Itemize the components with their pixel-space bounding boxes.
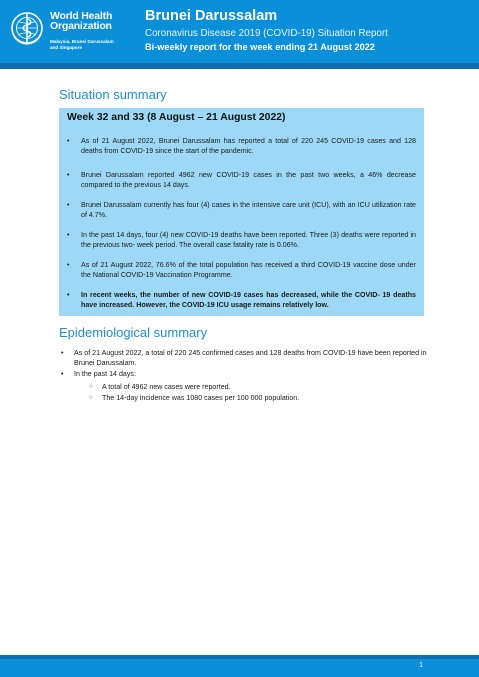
situation-bullet bbox=[67, 260, 416, 281]
org-sub-line-1: Malaysia, Brunei Darussalam bbox=[50, 39, 114, 44]
bullet-dot-icon: • bbox=[67, 291, 70, 299]
situation-bullet-text: Brunei Darussalam reported 4962 new COVID-19 cases in the past two weeks, a 46% decrease compared to the previous 14 days. bbox=[81, 171, 416, 190]
bullet-dot-icon: • bbox=[67, 231, 70, 239]
epi-sub-bullet bbox=[89, 393, 402, 403]
org-name bbox=[50, 11, 112, 31]
page-number: 1 bbox=[419, 662, 423, 669]
situation-bullet-text: As of 21 August 2022, Brunei Darussalam has reported a total of 220 245 COVID-19 cases and 128 deaths from COVID-19 since the start of the pandemic. bbox=[81, 137, 416, 156]
bullet-dot-icon: • bbox=[67, 137, 70, 145]
org-line-1: World Health bbox=[50, 10, 113, 22]
epi-bullet bbox=[61, 369, 428, 379]
epi-bullet bbox=[61, 348, 428, 369]
bullet-dot-icon: • bbox=[67, 201, 70, 209]
situation-box-title: Week 32 and 33 (8 August – 21 August 2022) bbox=[67, 112, 286, 123]
report-title: Brunei Darussalam bbox=[145, 8, 278, 24]
epi-heading: Epidemiological summary bbox=[59, 325, 208, 340]
situation-heading: Situation summary bbox=[59, 87, 167, 102]
org-line-2: Organization bbox=[50, 20, 112, 32]
situation-bullet bbox=[67, 136, 416, 157]
footer-divider bbox=[0, 655, 479, 659]
report-subtitle: Coronavirus Disease 2019 (COVID-19) Situation Report bbox=[145, 28, 388, 39]
situation-summary-box bbox=[59, 108, 424, 316]
bullet-dot-icon: • bbox=[67, 171, 70, 179]
org-sub-line-2: and Singapore bbox=[50, 44, 82, 50]
situation-bullet-text: In the past 14 days, four (4) new COVID-19 deaths have been reported. Three (3) deaths were reported in the previous two- week period. The overall case fatality rate is 0.06%. bbox=[81, 231, 416, 250]
epi-bullet-text: As of 21 August 2022, a total of 220 245 confirmed cases and 128 deaths from COVID-19 have been reported in Brunei Darussalam. bbox=[74, 349, 427, 368]
situation-bullet bbox=[67, 170, 416, 191]
epi-sub-bullet-text: The 14-day incidence was 1080 cases per 100 000 population. bbox=[102, 394, 300, 402]
epi-sub-bullet bbox=[89, 382, 402, 392]
situation-bullet-text: In recent weeks, the number of new COVID-19 cases has decreased, while the COVID- 19 deaths have increased. However, the COVID-19 ICU usage remains relatively low. bbox=[81, 291, 416, 310]
situation-bullet bbox=[67, 230, 416, 251]
bullet-dot-icon: • bbox=[61, 349, 64, 357]
header-divider bbox=[0, 63, 479, 69]
org-regional-office bbox=[50, 39, 114, 50]
circle-bullet-icon: ○ bbox=[89, 383, 93, 390]
situation-bullet-highlight bbox=[67, 290, 416, 311]
circle-bullet-icon: ○ bbox=[89, 394, 93, 401]
situation-bullet-text: Brunei Darussalam currently has four (4) cases in the intensive care unit (ICU), with an ICU utilization rate of 4.7%. bbox=[81, 201, 416, 220]
epi-sub-bullet-text: A total of 4962 new cases were reported. bbox=[102, 383, 231, 391]
who-emblem-icon bbox=[9, 10, 45, 46]
epi-bullet-text: In the past 14 days: bbox=[74, 370, 136, 378]
situation-bullet bbox=[67, 200, 416, 221]
report-header bbox=[0, 0, 479, 63]
situation-bullet-text: As of 21 August 2022, 76.6% of the total population has received a third COVID-19 vaccine dose under the National COVID-19 Vaccination Programme. bbox=[81, 261, 416, 280]
report-week-line: Bi-weekly report for the week ending 21 August 2022 bbox=[145, 42, 375, 52]
bullet-dot-icon: • bbox=[67, 261, 70, 269]
bullet-dot-icon: • bbox=[61, 370, 64, 378]
